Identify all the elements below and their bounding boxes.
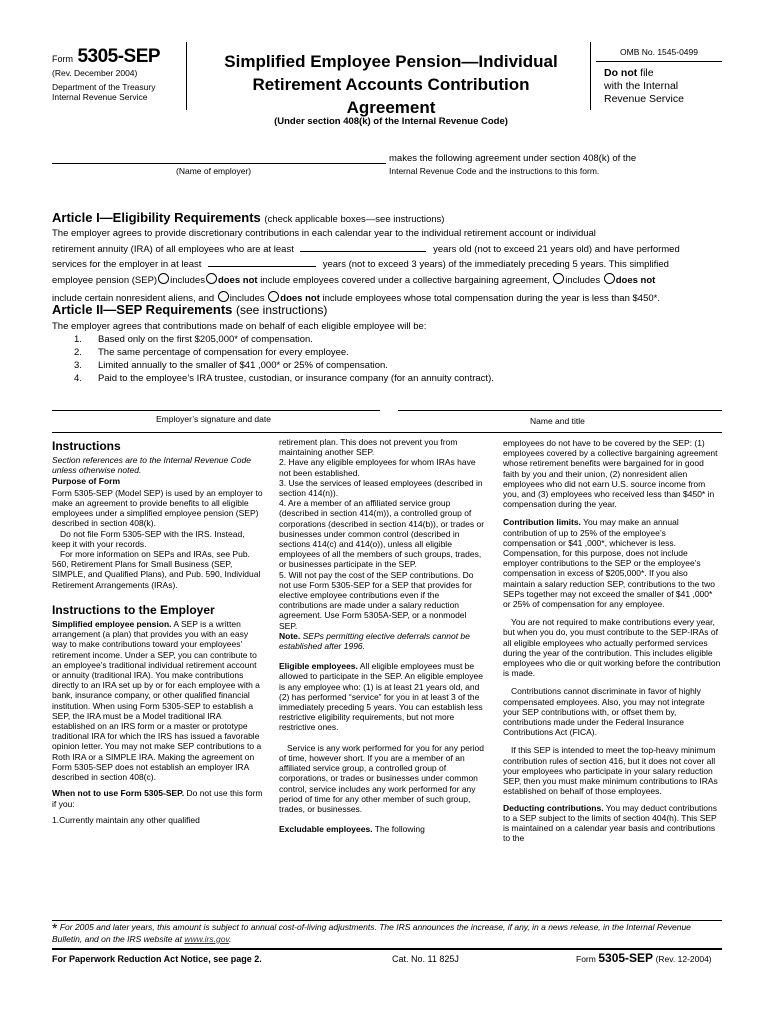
text: years old (not to exceed 21 years old) and have performed [433,243,680,255]
file-with: file [640,67,654,79]
footer-form-number: 5305-SEP [598,951,654,965]
section-ref: Section references are to the Internal Revenue Code unless otherwise noted. [52,455,251,476]
article-1-title: Article I—Eligibility Requirements [52,210,261,225]
article-1-line [52,273,732,289]
item-text: Paid to the employee’s IRA trustee, custodian, or insurance company (for an annuity contract). [98,373,494,384]
sep-heading: Simplified employee pension. [52,619,172,630]
does-not-cba-radio[interactable] [206,273,217,284]
col2-p3: 3. Use the services of leased employees (described in section 414(n)). [279,477,483,499]
purpose-text: Form 5305-SEP (Model SEP) is used by an employer to make an agreement to provide benefits to all eligible employees under a simplified employee pension (SEP) described in section 408(k). [52,487,263,529]
does-not-aliens-radio[interactable] [604,273,615,284]
note-text: SEPs permitting elective deferrals cannot be established after 1996. [279,630,470,652]
includes-450-radio[interactable] [218,291,229,302]
when-paragraph [52,788,264,808]
instructions-heading: Instructions [52,439,121,453]
catalog-number: Cat. No. 11 825J [392,954,459,964]
sep-text: A SEP is a written arrangement (a plan) that provides you with an easy way to make contributions toward your employees’ retirement income. Under a SEP, you can contribute to an employee’s traditional individual retirement account or annuity (traditional IRA). You make contributions directly to an IRA set up by or for each employee with a bank, insurance company, or other qualified financial institution. When using Form 5305-SEP to establish a SEP, the IRA must be a Model traditional IRA established on an IRS form or a master or prototype traditional IRA for which the IRS has issued a favorable opinion letter. You may not make SEP contributions to a Roth IRA or a SIMPLE IRA. Making the agreement on Form 5305-SEP does not establish an employer IRA described in section 408(c). [52,619,262,783]
form-word: Form [52,54,73,64]
col3-p3: Contributions cannot discriminate in favor of highly compensated employees. Also, you may not integrate your SEP contributions with, or offset them by, contributions made under the Federal Insurance Contributions Act (FICA). [503,686,705,738]
divider [186,42,187,110]
text: includes [170,274,205,286]
revision: (Rev. December 2004) [52,68,138,78]
department: Department of the Treasury [52,82,156,92]
text: services for the employer in at least [52,259,202,270]
instructions-column-3 [503,438,721,843]
article-1-line [52,257,732,273]
employer-name-field[interactable] [52,163,386,164]
title-line: Retirement Accounts Contribution [252,75,530,94]
article-2-list [74,333,724,385]
omb-number: OMB No. 1545-0499 [596,47,722,62]
title-line: Agreement [346,98,436,117]
text: includes [565,274,601,286]
deduct-heading: Deducting contributions. [503,802,604,813]
note-heading: Note. [279,630,301,641]
instructions-column-1 [52,441,264,825]
article-1-body [52,226,732,307]
more-info-text: For more information on SEPs and IRAs, see Pub. 560, Retirement Plans for Small Business (SEP, SIMPLE, and Qualified Plans), and Pub. 590, Individual Retirement Arrangements (IRAs). [52,549,261,590]
col3-p4: If this SEP is intended to meet the top-heavy minimum contribution rules of section 416, but it does not cover all your employees who participate in your salary reduction SEP, then you must make minimum contributions to IRAs established on behalf of those employees. [503,745,718,797]
form-identifier [52,46,182,102]
list-item [74,333,724,346]
text: includes [229,293,265,304]
when-text: Do not use this form if you: [52,788,263,809]
includes-cba-radio[interactable] [158,273,169,284]
article-2-intro: The employer agrees that contributions made on behalf of each eligible employee will be: [52,321,427,332]
excludable-heading: Excludable employees. [279,824,373,835]
article-2-note: (see instructions) [236,303,328,317]
item-1: 1.Currently maintain any other qualified [52,814,200,825]
employer-agreement-text-2: Internal Revenue Code and the instructions to this form. [389,166,600,176]
article-1-note: (check applicable boxes—see instructions) [264,214,445,225]
text: include employees covered under a collective bargaining agreement, [260,274,550,286]
article-1-heading [52,210,444,225]
min-age-field[interactable] [300,242,426,252]
col3-p1: employees do not have to be covered by the SEP: (1) employees covered by a collective bargaining agreement whose retirement benefits were bargained for in good faith by you and their union, (2) nonresident alien employees who did not earn U.S. source income from you, and (3) employees who received less than $450* in compensation during the year. [503,438,718,510]
item-num: 2. [74,347,82,358]
footnote [52,922,722,945]
col2-p1: retirement plan. This does not prevent you from maintaining another SEP. [279,437,458,458]
text: does not [280,293,320,304]
article-2-title: Article II—SEP Requirements [52,302,233,317]
revenue-service: Revenue Service [604,93,684,105]
item-text: Based only on the first $205,000* of compensation. [98,334,313,345]
footer-divider [52,948,722,950]
employer-agreement-text: makes the following agreement under section 408(k) of the [389,153,637,164]
instructions-column-2 [279,437,487,834]
when-heading: When not to use Form 5305-SEP. [52,788,185,799]
sep-paragraph [52,619,264,782]
with-irs: with the Internal [604,80,679,92]
name-title-label: Name and title [530,416,585,426]
eligible-heading: Eligible employees. [279,661,358,672]
does-not-450-radio[interactable] [268,291,279,302]
text: include employees whose total compensation during the year is less than $450*. [322,293,660,304]
contrib-text: You may make an annual contribution of up to 25% of the employee’s compensation or $41 ,000*, whichever is less. Compensation, for this purpose, does not include employer contributions to the SEP or the employee’s compensation in excess of $205,000*. If you also maintain a salary reduction SEP, contributions to the two SEPs together may not exceed the smaller of $41 ,000* or 25% of compensation for any employee. [503,517,715,610]
text: years (not to exceed 3 years) of the immediately preceding 5 years. This simplified [322,259,669,270]
footnote-end: . [229,934,232,944]
contrib-heading: Contribution limits. [503,517,581,528]
article-1-line: The employer agrees to provide discretionary contributions in each calendar year to the individual retirement account or individual [52,228,596,239]
service-text: Service is any work performed for you for any period of time, however short. If you are a member of an affiliated service group, a controlled group of corporations, or trades or businesses under common control, service includes any work performed for any period of time for any other member of such group, trades, or businesses. [279,742,485,814]
paperwork-notice: For Paperwork Reduction Act Notice, see page 2. [52,954,262,964]
text: retirement annuity (IRA) of all employees who are at least [52,243,294,255]
footer-form-id [576,951,712,965]
years-service-field[interactable] [208,257,316,267]
contrib-paragraph [503,517,721,609]
footer-revision: (Rev. 12-2004) [655,954,712,964]
item-num: 3. [74,360,82,371]
filing-note [596,62,722,106]
form-subtitle: (Under section 408(k) of the Internal Revenue Code) [274,116,508,127]
divider [590,42,591,110]
list-item [74,346,724,359]
signature-field[interactable] [52,410,380,411]
text: does not [217,274,258,286]
title-line: Simplified Employee Pension—Individual [224,52,558,71]
form-number: 5305-SEP [77,46,161,67]
service: Internal Revenue Service [52,92,148,102]
col3-p2: You are not required to make contributions every year, but when you do, you must contribute to the SEP-IRAs of all eligible employees who actually performed services during the year of the contribution. This includes eligible employees who die or quit working before the contribution is made. [503,617,721,679]
irs-website-link[interactable]: www.irs.gov [184,934,230,944]
section-divider [52,432,722,433]
text: include certain nonresident aliens, and [52,293,215,304]
includes-aliens-radio[interactable] [553,273,564,284]
do-not-file-text: Do not file Form 5305-SEP with the IRS. Instead, keep it with your records. [52,528,245,549]
list-item [74,359,724,372]
employer-name-label: (Name of employer) [176,166,252,176]
item-text: Limited annually to the smaller of $41 ,000* or 25% of compensation. [98,360,388,371]
text: does not [615,274,656,286]
item-text: The same percentage of compensation for every employee. [98,347,349,358]
name-title-field[interactable] [398,410,722,411]
list-item [74,372,724,385]
article-1-line [52,242,732,258]
col2-p5: 5. Will not pay the cost of the SEP contributions. Do not use Form 5305-SEP for a SEP that provides for elective employee contributions even if the contributions are made under a salary reduction agreement. Use Form 5305A-SEP, or a nonmodel SEP. [279,569,474,631]
col2-p2: 2. Have any eligible employees for whom IRAs have not been established. [279,457,476,478]
text: employee pension (SEP) [52,274,158,286]
deduct-paragraph [503,803,721,844]
do-not: Do not [604,67,638,79]
col2-p4: 4. Are a member of an affiliated service group (described in section 414(m)), a controlled group of corporations (described in section 414(b)), or trades or businesses under common control (described in sections 414(c) and 414(o)), unless all eligible employees of all the members of such groups, trades, or businesses participate in the SEP. [279,498,485,570]
footer-form-word: Form [576,954,596,964]
deduct-text: You may deduct contributions to a SEP subject to the limits of section 404(h). This SEP is maintained on a calendar year basis and contributions to the [503,802,717,844]
excludable-paragraph [279,824,487,834]
employer-instructions-heading: Instructions to the Employer [52,602,215,617]
footnote-divider [52,920,722,921]
item-num: 1. [74,334,82,345]
form-title [196,50,586,119]
item-num: 4. [74,373,82,384]
excludable-text: The following [374,824,425,835]
signature-label: Employer’s signature and date [156,414,271,424]
footnote-text: For 2005 and later years, this amount is subject to annual cost-of-living adjustments. The IRS announces the increase, if any, in a news release, in the Internal Revenue Bulletin, and on the IRS website at [52,922,691,944]
purpose-heading: Purpose of Form [52,475,121,486]
eligible-paragraph [279,661,487,732]
note-paragraph [279,631,487,651]
omb-box [596,47,722,106]
article-2-heading [52,302,327,317]
eligible-text: All eligible employees must be allowed to participate in the SEP. An eligible employee is any employee who: (1) is at least 21 years old, and (2) has performed “service” for you in at least 3 of the immediately preceding 5 years. You can establish less restrictive eligibility requirements, but not more restrictive ones. [279,661,483,733]
footnote-star: * [52,920,58,936]
